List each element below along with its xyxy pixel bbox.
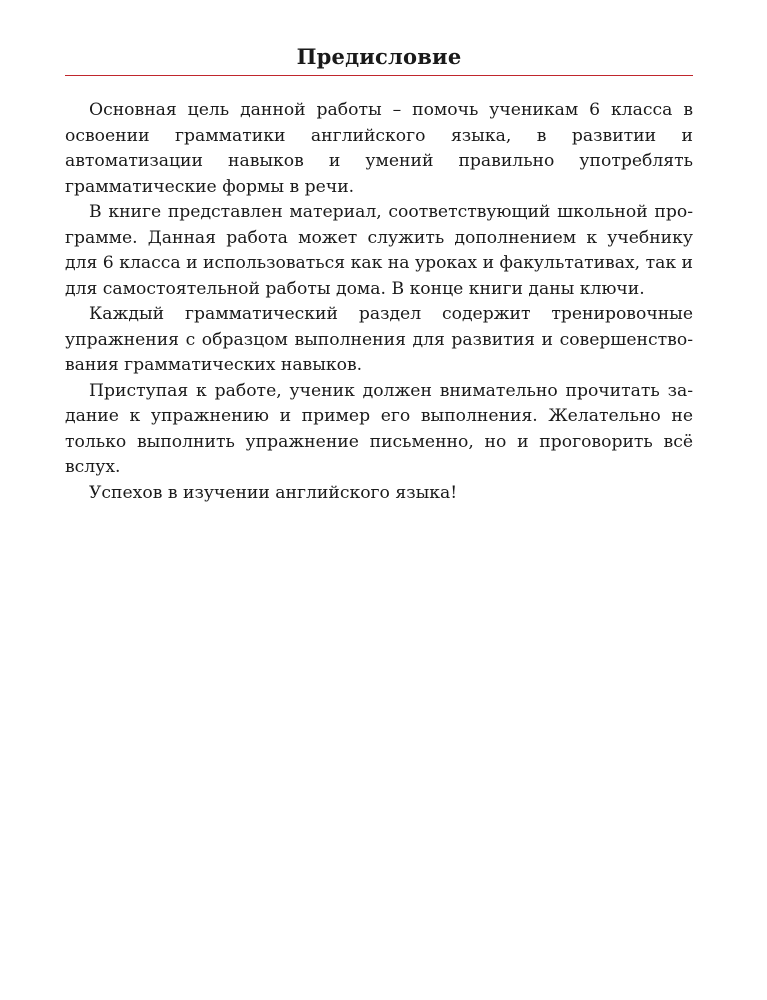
- title-divider: [65, 75, 693, 76]
- paragraph-instructions: Приступая к работе, ученик должен внимательно прочитать задание к упражнению и пример его выполнения. Желательно не только выполнить упражнение письменно, но и проговорить всё вслух.: [65, 380, 693, 477]
- paragraph-wishes: Успехов в изучении английского языка!: [89, 482, 458, 503]
- paragraph-sections: Каждый грамматический раздел содержит тренировочные упражнения с образцом выполнения для развития и совершенствования грамматических навыков.: [65, 304, 693, 375]
- document-page: [65, 0, 693, 506]
- paragraph-purpose: Основная цель данной работы – помочь ученикам 6 класса в освоении грамматики английского языка, в развитии и автоматизации навыков и умений правильно употреблять грамматические формы в речи.: [65, 100, 693, 197]
- preface-body: [65, 98, 693, 506]
- paragraph-material: В книге представлен материал, соответствующий школьной программе. Данная работа может служить дополнением к учебнику для 6 класса и использоваться как на уроках и факультативах, так и для самостоятельной работы дома. В конце книги даны ключи.: [65, 202, 693, 299]
- page-title: Предисловие: [296, 44, 462, 69]
